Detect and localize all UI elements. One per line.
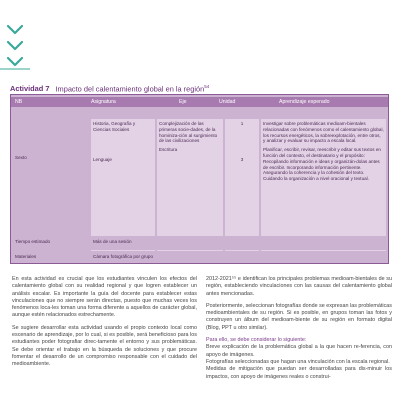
level-cell: Sexto bbox=[15, 155, 27, 160]
table-row-aprendizaje: Investigar sobre problemáticas medioam-bientales relacionadas con fenómenos como el calentamiento global, los recursos energéticos, la sobreexplotación, entre otros, y analizar y evaluar su impacto a escala local. bbox=[263, 121, 384, 144]
list-item: Fotografías seleccionadas que hagan una vinculación con la escala regional. bbox=[206, 358, 390, 365]
header-asignatura: Asignatura bbox=[91, 99, 116, 105]
body-list-intro: Para ello, se debe considerar lo siguiente: bbox=[206, 337, 307, 344]
chevron-stack-icon bbox=[0, 0, 30, 70]
table-row-asignatura: Lenguaje bbox=[93, 156, 112, 162]
body-bullet-list bbox=[206, 344, 392, 380]
tiempo-label: Tiempo estimado bbox=[15, 239, 51, 244]
tiempo-value: Más de una sesión bbox=[93, 239, 132, 244]
activity-title bbox=[10, 84, 209, 93]
list-item: Medidas de mitigación que puedan ser desarrolladas para dis-minuir los impactos, con apoyo de imágenes reales o construi- bbox=[206, 366, 392, 380]
activity-title-text: Impacto del calentamiento global en la región bbox=[55, 84, 205, 94]
header-eje: Eje bbox=[179, 99, 187, 105]
tiempo-row bbox=[10, 236, 389, 250]
table-row-eje: Complejización de las primeras socie-dades, de la hominiza-ción al surgimiento de las civilizaciones bbox=[159, 121, 218, 144]
header-nb: NB bbox=[15, 99, 23, 105]
body-paragraph: Se sugiere desarrollar esta actividad usando el propio contexto local como escenario de aprendizaje, por lo cual, si es posible, será beneficioso para los estudiantes poder fotografiar direc-tamente el entorno y sus problemáticas. Se debe orientar el trabajo en la búsqueda de soluciones y que procure fomentar el desarrollo de un compromiso responsable con el cuidado del medioambiente. bbox=[12, 324, 197, 368]
table-row-aprendizaje: Planificar, escribir, revisar, reescribir y editar sus textos en función del contexto, el destinatario y el propósito: Recopilando información e ideas y organizán-dolas antes de escribir. Incorporando información pertinente. Asegurando la coherencia y la cohesión del texto. Cuidando la organización a nivel oracional y textual. bbox=[263, 147, 381, 182]
body-left-column bbox=[12, 276, 197, 374]
body-paragraph: 2012-2021⁵⁵ e identifican los principales problemas medioam-bientales de su región, estableciendo vinculaciones con las causas del calentamiento global antes mencionadas. bbox=[206, 276, 392, 297]
table-row-eje: Escritura bbox=[159, 147, 178, 153]
header-unidad: Unidad bbox=[219, 99, 236, 105]
table-row-unidad: 1 bbox=[240, 121, 244, 126]
table-row-unidad: 3 bbox=[240, 156, 244, 162]
table-row-asignatura: Historia, Geografía y Ciencias Sociales bbox=[93, 121, 136, 132]
body-paragraph: En esta actividad es crucial que los estudiantes vinculen los efectos del calentamiento global con su realidad regional y que logren establecer un análisis escalar. Es importante la guía del docente para establecer estas vinculaciones que no siempre serán directas, puesto que muchas veces los fenómenos loca-les toman una forma diferente a aquellos de carácter global, aunque estén relacionados estrechamente. bbox=[12, 276, 197, 319]
table-header-row bbox=[11, 97, 388, 107]
list-item: Breve explicación de la problemática global a la que hacen re-ferencia, con apoyo de imágenes. bbox=[206, 344, 392, 358]
body-right-column bbox=[206, 276, 392, 381]
body-paragraph: Posteriormente, seleccionan fotografías donde se expresan las problemáticas medioambientales de su región. Si es posible, en grupos toman las fotos y construyen un álbum del medioam-biente de su región en formato digital (Blog, PPT u otro similar). bbox=[206, 302, 392, 331]
activity-number: Actividad 7 bbox=[10, 84, 50, 94]
materiales-value: Cámara fotográfica por grupo bbox=[93, 254, 154, 259]
header-aprendizaje: Aprendizaje esperado bbox=[279, 99, 330, 105]
materiales-row bbox=[10, 251, 389, 264]
materiales-label: Materiales bbox=[15, 254, 37, 259]
activity-title-footnote: 54 bbox=[204, 84, 210, 89]
